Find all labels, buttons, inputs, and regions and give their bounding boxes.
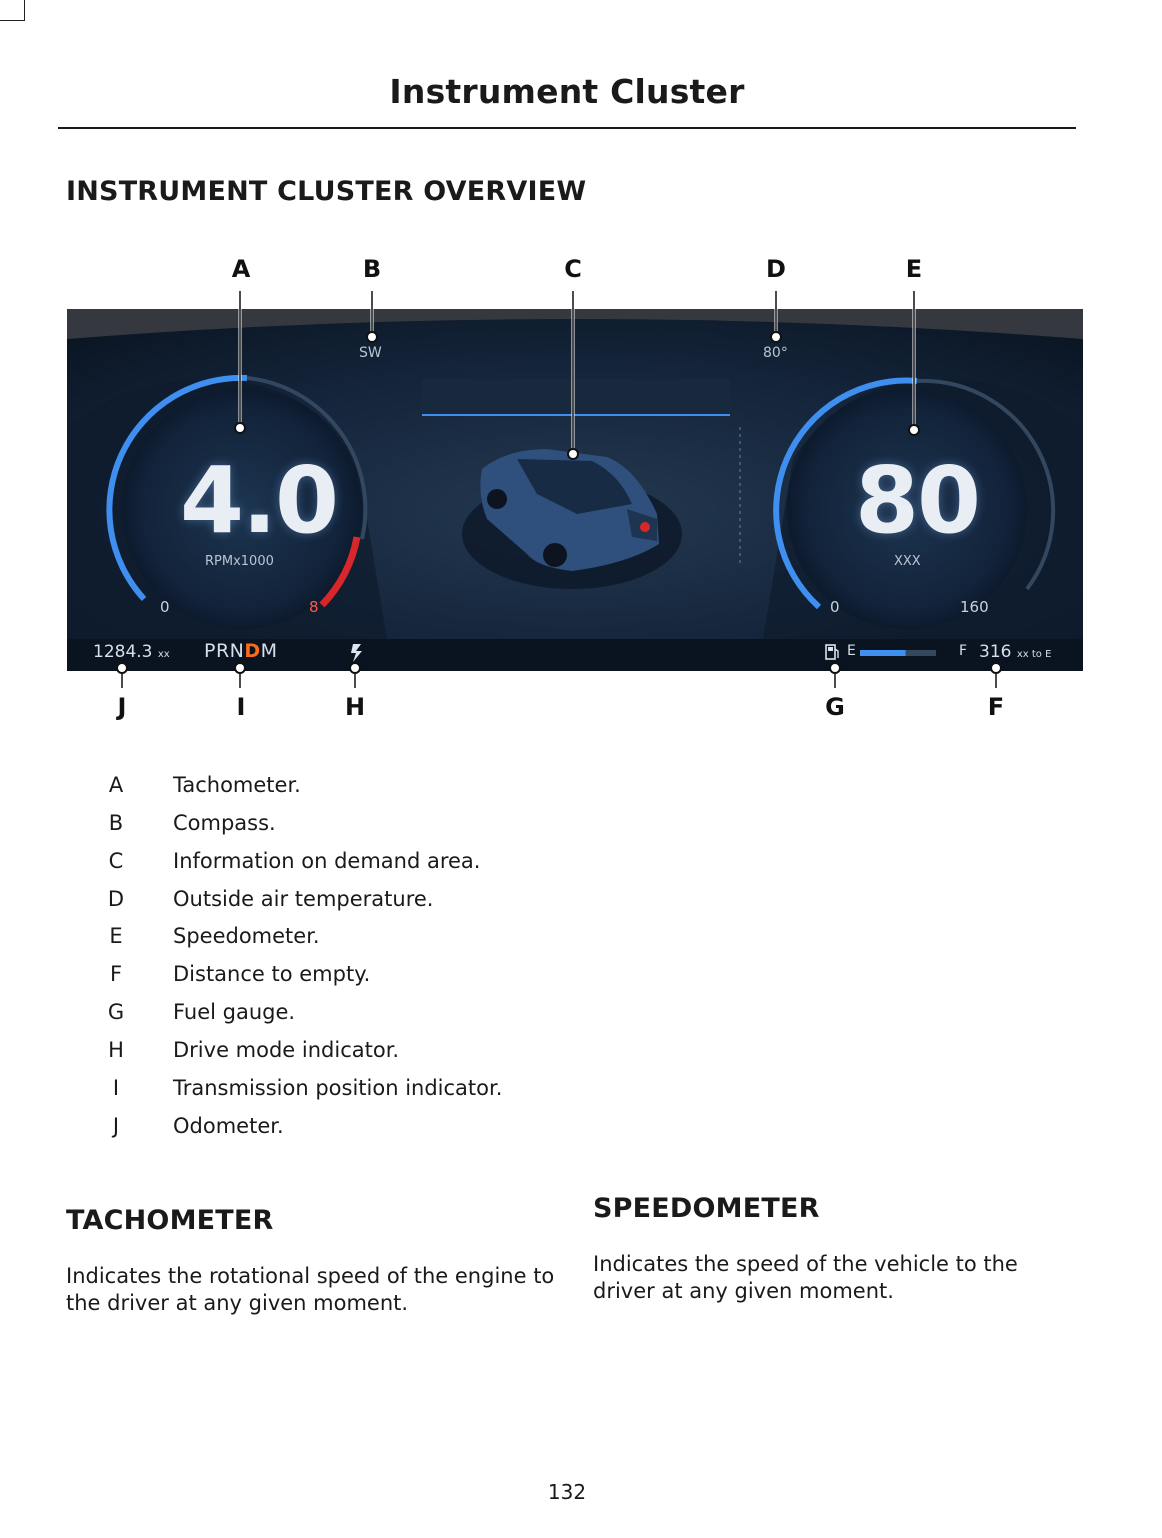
legend-description: Information on demand area. [173,849,481,873]
dte-value: 316 [979,642,1012,662]
gear-before: PRN [204,640,245,662]
legend-letter: E [109,924,123,948]
legend-description: Odometer. [173,1114,284,1138]
speedometer-description: Indicates the speed of the vehicle to the driver at any given moment. [593,1252,1018,1303]
dte-unit: xx to E [1016,649,1052,660]
tachometer-description: Indicates the rotational speed of the engine to the driver at any given moment. [66,1264,555,1315]
legend-description: Transmission position indicator. [173,1076,503,1100]
legend-letter: G [107,1000,125,1024]
info-area-panel [422,379,730,415]
odometer-value: 1284.3 [93,642,153,662]
legend-item [100,1076,800,1106]
page-number: 132 [547,1480,587,1504]
legend-item [100,924,800,954]
fuel-gauge-fill [860,650,906,656]
compass-reading: SW [359,345,382,361]
tach-value: 4.0 [180,447,337,554]
callout-c: C [564,255,582,283]
fuel-full-label: F [959,643,968,659]
gear-after: M [260,640,278,662]
speed-max-label: 160 [960,598,989,616]
tach-min-label: 0 [160,598,170,616]
legend-item [100,773,800,803]
legend-letter: H [108,1038,124,1062]
callout-i: I [236,693,246,721]
tach-max-label: 8 [309,598,319,616]
instrument-cluster-image [67,309,1083,671]
legend-letter: A [108,773,124,797]
callout-b: B [362,255,382,283]
gear-active: D [244,640,261,662]
callout-h: H [344,693,366,721]
speed-min-label: 0 [830,598,840,616]
header-rule [58,127,1076,129]
overview-heading: INSTRUMENT CLUSTER OVERVIEW [66,176,587,207]
legend-description: Outside air temperature. [173,887,434,911]
legend-item [100,811,800,841]
callout-a: A [231,255,251,283]
legend-item [100,887,800,917]
legend-letter: F [109,962,123,986]
legend-description: Compass. [173,811,276,835]
fuel-empty-label: E [847,643,856,659]
legend-letter: I [112,1076,120,1100]
odometer-unit: xx [157,649,170,660]
tachometer-heading: TACHOMETER [66,1205,274,1236]
legend-letter: C [108,849,124,873]
speedometer-heading: SPEEDOMETER [593,1193,820,1224]
page-header-title: Instrument Cluster [389,72,745,111]
legend-item [100,1038,800,1068]
callout-d: D [766,255,786,283]
outside-temp-reading: 80° [763,345,788,361]
legend-letter: J [112,1114,120,1138]
legend-description: Speedometer. [173,924,320,948]
callout-j: J [117,693,127,721]
callout-e: E [905,255,923,283]
legend-item [100,962,800,992]
legend-description: Drive mode indicator. [173,1038,400,1062]
legend-letter: D [107,887,125,911]
odometer-reading [93,642,170,662]
distance-to-empty [979,642,1051,662]
speed-unit: XXX [894,554,921,569]
legend-letter: B [108,811,124,835]
callout-f: F [987,693,1005,721]
legend-description: Fuel gauge. [173,1000,296,1024]
callout-g: G [825,693,845,721]
legend-item [100,1114,800,1144]
tach-unit: RPMx1000 [205,554,274,569]
legend-item [100,1000,800,1030]
legend-item [100,849,800,879]
legend-description: Distance to empty. [173,962,371,986]
crop-mark [0,0,25,21]
transmission-indicator [204,640,278,662]
legend-description: Tachometer. [173,773,301,797]
speed-value: 80 [855,447,980,554]
